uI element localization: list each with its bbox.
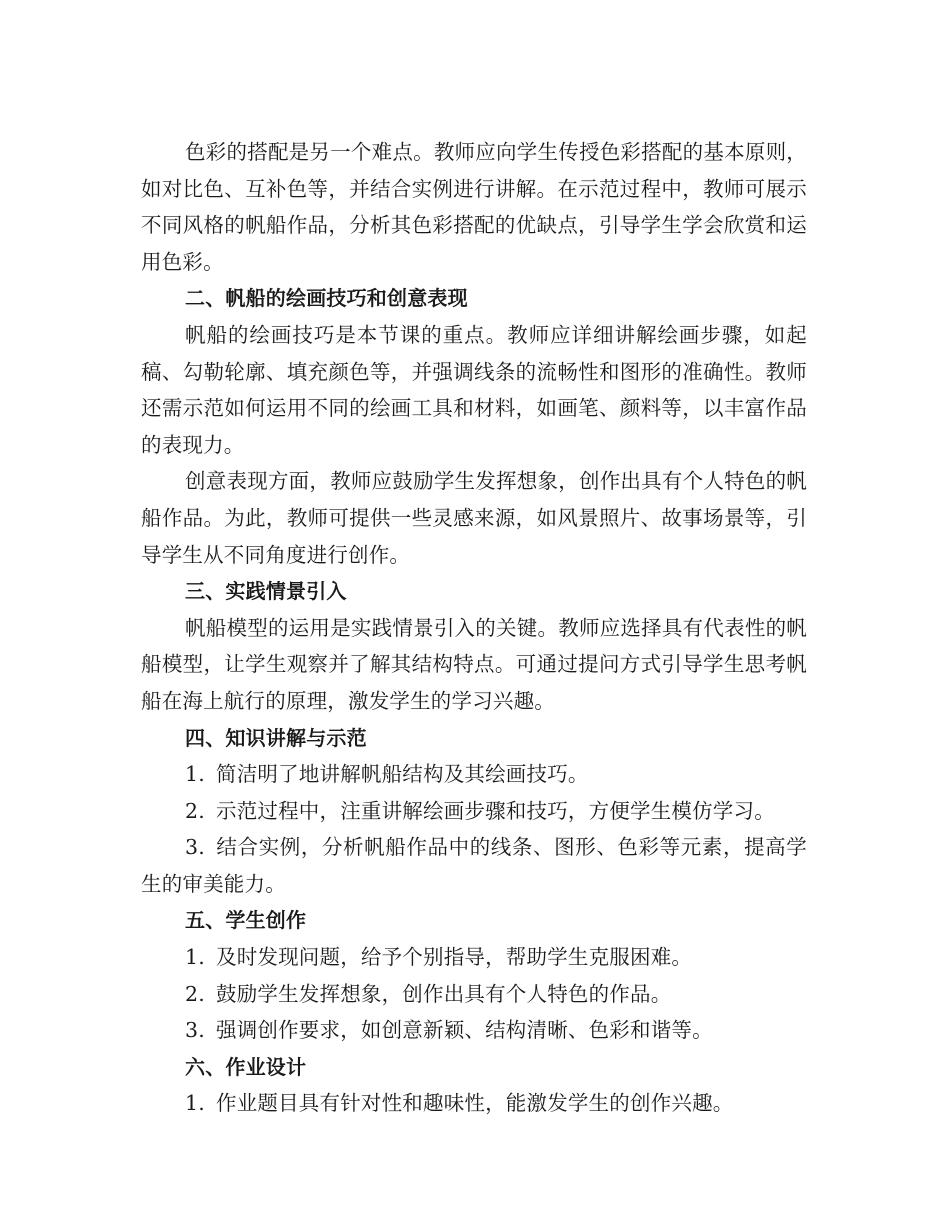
- paragraph-drawing-skills: 帆船的绘画技巧是本节课的重点。教师应详细讲解绘画步骤，如起稿、勾勒轮廓、填充颜色等，并强调线条的流畅性和图形的准确性。教师还需示范如何运用不同的绘画工具和材料，如画笔、颜料等，以丰富作品的表现力。: [141, 322, 807, 457]
- paragraph-creative-expression: 创意表现方面，教师应鼓励学生发挥想象，创作出具有个人特色的帆船作品。为此，教师可提供一些灵感来源，如风景照片、故事场景等，引导学生从不同角度进行创作。: [141, 469, 807, 567]
- list-item-number: 1.: [185, 762, 205, 787]
- section-heading-5: 五、学生创作: [185, 908, 307, 933]
- paragraph-practice-scenario: 帆船模型的运用是实践情景引入的关键。教师应选择具有代表性的帆船模型，让学生观察并了解其结构特点。可通过提问方式引导学生思考帆船在海上航行的原理，激发学生的学习兴趣。: [141, 615, 807, 713]
- list-item-text: 强调创作要求，如创意新颖、结构清晰、色彩和谐等。: [216, 1018, 713, 1043]
- list-item-text: 示范过程中，注重讲解绘画步骤和技巧，方便学生模仿学习。: [216, 798, 775, 823]
- list-item-text: 及时发现问题，给予个别指导，帮助学生克服困难。: [216, 945, 693, 970]
- list-item: [141, 939, 807, 976]
- list-item: [141, 1012, 807, 1049]
- list-item: [141, 756, 807, 793]
- list-item-number: 3.: [185, 835, 205, 860]
- list-item-number: 3.: [185, 1018, 205, 1043]
- document-page: [141, 134, 807, 1122]
- list-item: [141, 829, 807, 902]
- list-item: [141, 1085, 807, 1122]
- section-heading-6: 六、作业设计: [185, 1054, 307, 1079]
- list-item-text: 鼓励学生发挥想象，创作出具有个人特色的作品。: [216, 981, 672, 1006]
- list-item-text: 简洁明了地讲解帆船结构及其绘画技巧。: [216, 762, 589, 787]
- list-item-number: 1.: [185, 945, 205, 970]
- paragraph-color-matching: 色彩的搭配是另一个难点。教师应向学生传授色彩搭配的基本原则，如对比色、互补色等，并结合实例进行讲解。在示范过程中，教师可展示不同风格的帆船作品，分析其色彩搭配的优缺点，引导学生学会欣赏和运用色彩。: [141, 140, 807, 274]
- list-item: [141, 793, 807, 830]
- list-item-number: 2.: [185, 798, 205, 823]
- list-item-number: 1.: [185, 1091, 205, 1116]
- list-item: [141, 976, 807, 1013]
- list-item-number: 2.: [185, 981, 205, 1006]
- list-item-text: 结合实例，分析帆船作品中的线条、图形、色彩等元素，提高学生的审美能力。: [141, 835, 807, 896]
- section-heading-3: 三、实践情景引入: [185, 579, 347, 604]
- list-item-text: 作业题目具有针对性和趣味性，能激发学生的创作兴趣。: [216, 1091, 734, 1116]
- section-heading-2: 二、帆船的绘画技巧和创意表现: [185, 286, 468, 311]
- section-heading-4: 四、知识讲解与示范: [185, 725, 367, 750]
